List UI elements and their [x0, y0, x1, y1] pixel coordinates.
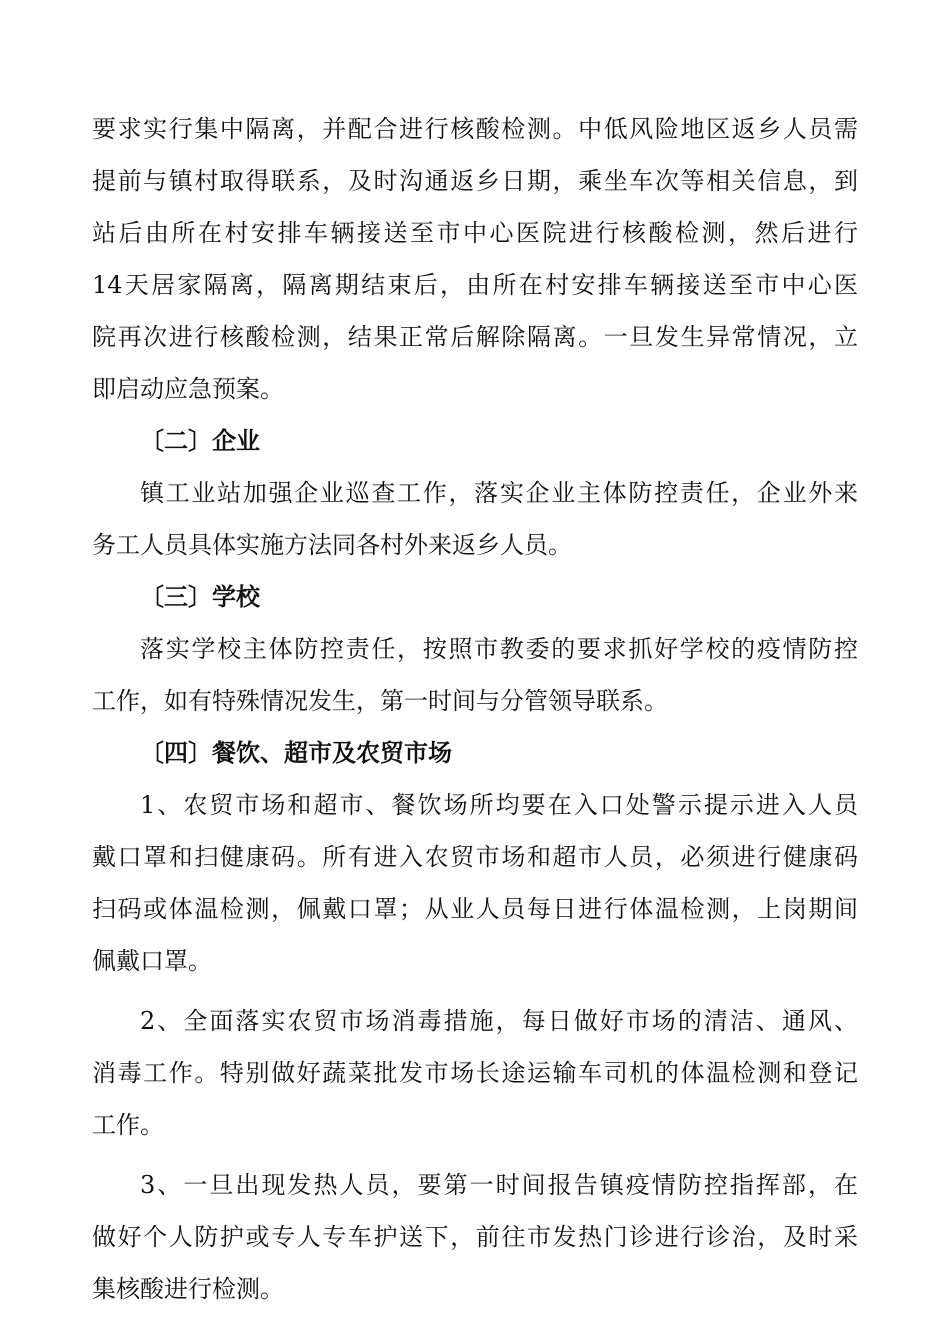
body-line: 1、农贸市场和超市、餐饮场所均要在入口处警示提示进入人员	[140, 791, 858, 819]
section-heading-school: 〔三〕学校	[140, 582, 260, 611]
body-line: 提前与镇村取得联系，及时沟通返乡日期，乘坐车次等相关信息，到	[92, 167, 858, 195]
body-line: 消毒工作。特别做好蔬菜批发市场长途运输车司机的体温检测和登记	[92, 1059, 858, 1087]
body-line: 2、全面落实农贸市场消毒措施，每日做好市场的清洁、通风、	[140, 1007, 858, 1035]
body-line: 要求实行集中隔离，并配合进行核酸检测。中低风险地区返乡人员需	[92, 115, 858, 143]
body-line: 站后由所在村安排车辆接送至市中心医院进行核酸检测，然后进行	[92, 219, 858, 247]
section-heading-enterprise: 〔二〕企业	[140, 426, 260, 455]
body-line: 即启动应急预案。	[92, 375, 284, 403]
section-heading-markets: 〔四〕餐饮、超市及农贸市场	[140, 738, 452, 767]
body-line: 14天居家隔离，隔离期结束后，由所在村安排车辆接送至市中心医	[92, 271, 858, 299]
body-line: 镇工业站加强企业巡查工作，落实企业主体防控责任，企业外来	[140, 479, 858, 507]
body-line: 落实学校主体防控责任，按照市教委的要求抓好学校的疫情防控	[140, 635, 858, 663]
body-line: 院再次进行核酸检测，结果正常后解除隔离。一旦发生异常情况，立	[92, 323, 858, 351]
body-line: 佩戴口罩。	[92, 947, 212, 975]
body-line: 扫码或体温检测，佩戴口罩；从业人员每日进行体温检测，上岗期间	[92, 895, 858, 923]
body-line: 戴口罩和扫健康码。所有进入农贸市场和超市人员，必须进行健康码	[92, 843, 858, 871]
body-line: 集核酸进行检测。	[92, 1275, 284, 1303]
body-line: 务工人员具体实施方法同各村外来返乡人员。	[92, 531, 572, 559]
body-line: 3、一旦出现发热人员，要第一时间报告镇疫情防控指挥部，在	[140, 1171, 858, 1199]
body-line: 做好个人防护或专人专车护送下，前往市发热门诊进行诊治，及时采	[92, 1223, 858, 1251]
body-line: 工作。	[92, 1111, 164, 1139]
body-line: 工作，如有特殊情况发生，第一时间与分管领导联系。	[92, 687, 668, 715]
